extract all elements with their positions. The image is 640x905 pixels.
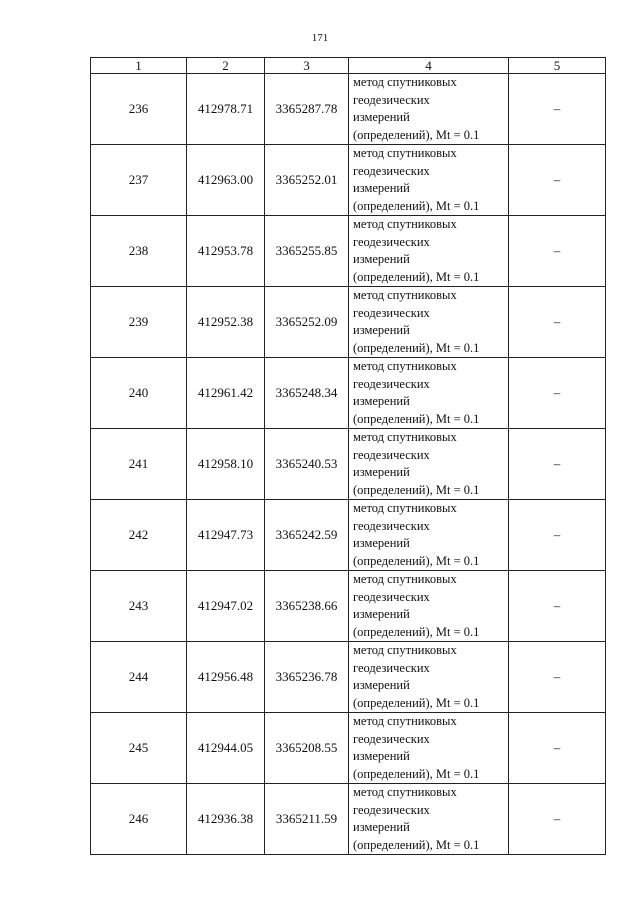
method-line: геодезических bbox=[353, 234, 430, 249]
method-line: (определений), Mt = 0.1 bbox=[353, 269, 480, 284]
method-cell bbox=[349, 784, 509, 855]
method-line: измерений bbox=[353, 181, 410, 195]
method-line: метод спутниковых bbox=[353, 288, 457, 302]
column-header-4: 4 bbox=[349, 58, 509, 74]
method-line: метод спутниковых bbox=[353, 217, 457, 231]
table-row bbox=[91, 642, 606, 713]
table-row bbox=[91, 500, 606, 571]
point-number-cell: 244 bbox=[91, 642, 187, 713]
method-line: (определений), Mt = 0.1 bbox=[353, 837, 480, 852]
table-row bbox=[91, 784, 606, 855]
x-coordinate-cell: 412944.05 bbox=[187, 713, 265, 784]
method-cell bbox=[349, 642, 509, 713]
x-coordinate-cell: 412956.48 bbox=[187, 642, 265, 713]
point-number-cell: 246 bbox=[91, 784, 187, 855]
x-coordinate-cell: 412961.42 bbox=[187, 358, 265, 429]
method-line: (определений), Mt = 0.1 bbox=[353, 198, 480, 213]
x-coordinate-cell: 412958.10 bbox=[187, 429, 265, 500]
column-header-5: 5 bbox=[509, 58, 606, 74]
col5-cell: – bbox=[509, 713, 606, 784]
coordinates-table bbox=[90, 57, 606, 855]
point-number-cell: 243 bbox=[91, 571, 187, 642]
method-cell bbox=[349, 571, 509, 642]
col5-cell: – bbox=[509, 287, 606, 358]
col5-cell: – bbox=[509, 74, 606, 145]
method-line: измерений bbox=[353, 678, 410, 692]
method-cell bbox=[349, 145, 509, 216]
col5-cell: – bbox=[509, 216, 606, 287]
method-line: измерений bbox=[353, 252, 410, 266]
method-line: измерений bbox=[353, 820, 410, 834]
point-number-cell: 242 bbox=[91, 500, 187, 571]
method-line: метод спутниковых bbox=[353, 430, 457, 444]
method-line: измерений bbox=[353, 607, 410, 621]
method-line: геодезических bbox=[353, 589, 430, 604]
method-line: измерений bbox=[353, 749, 410, 763]
method-line: измерений bbox=[353, 323, 410, 337]
method-cell bbox=[349, 429, 509, 500]
table-row bbox=[91, 429, 606, 500]
y-coordinate-cell: 3365240.53 bbox=[265, 429, 349, 500]
method-cell bbox=[349, 500, 509, 571]
method-line: метод спутниковых bbox=[353, 359, 457, 373]
col5-cell: – bbox=[509, 642, 606, 713]
method-line: геодезических bbox=[353, 731, 430, 746]
method-line: геодезических bbox=[353, 92, 430, 107]
table-row bbox=[91, 145, 606, 216]
method-line: геодезических bbox=[353, 376, 430, 391]
method-line: (определений), Mt = 0.1 bbox=[353, 127, 480, 142]
method-cell bbox=[349, 74, 509, 145]
table-row bbox=[91, 571, 606, 642]
col5-cell: – bbox=[509, 784, 606, 855]
y-coordinate-cell: 3365255.85 bbox=[265, 216, 349, 287]
table-body bbox=[91, 74, 606, 855]
x-coordinate-cell: 412936.38 bbox=[187, 784, 265, 855]
method-line: геодезических bbox=[353, 802, 430, 817]
y-coordinate-cell: 3365248.34 bbox=[265, 358, 349, 429]
point-number-cell: 236 bbox=[91, 74, 187, 145]
method-line: метод спутниковых bbox=[353, 643, 457, 657]
method-line: метод спутниковых bbox=[353, 785, 457, 799]
x-coordinate-cell: 412947.73 bbox=[187, 500, 265, 571]
method-line: метод спутниковых bbox=[353, 75, 457, 89]
table-row bbox=[91, 74, 606, 145]
method-line: измерений bbox=[353, 465, 410, 479]
y-coordinate-cell: 3365242.59 bbox=[265, 500, 349, 571]
y-coordinate-cell: 3365287.78 bbox=[265, 74, 349, 145]
method-cell bbox=[349, 216, 509, 287]
method-line: геодезических bbox=[353, 518, 430, 533]
method-line: геодезических bbox=[353, 305, 430, 320]
method-line: (определений), Mt = 0.1 bbox=[353, 482, 480, 497]
method-line: (определений), Mt = 0.1 bbox=[353, 553, 480, 568]
x-coordinate-cell: 412963.00 bbox=[187, 145, 265, 216]
y-coordinate-cell: 3365211.59 bbox=[265, 784, 349, 855]
table-row bbox=[91, 358, 606, 429]
point-number-cell: 245 bbox=[91, 713, 187, 784]
column-header-2: 2 bbox=[187, 58, 265, 74]
method-cell bbox=[349, 358, 509, 429]
method-line: метод спутниковых bbox=[353, 146, 457, 160]
x-coordinate-cell: 412947.02 bbox=[187, 571, 265, 642]
col5-cell: – bbox=[509, 358, 606, 429]
point-number-cell: 239 bbox=[91, 287, 187, 358]
col5-cell: – bbox=[509, 571, 606, 642]
y-coordinate-cell: 3365236.78 bbox=[265, 642, 349, 713]
table-row bbox=[91, 713, 606, 784]
column-header-1: 1 bbox=[91, 58, 187, 74]
column-header-3: 3 bbox=[265, 58, 349, 74]
method-line: метод спутниковых bbox=[353, 501, 457, 515]
method-line: (определений), Mt = 0.1 bbox=[353, 695, 480, 710]
col5-cell: – bbox=[509, 429, 606, 500]
x-coordinate-cell: 412978.71 bbox=[187, 74, 265, 145]
method-line: измерений bbox=[353, 394, 410, 408]
point-number-cell: 237 bbox=[91, 145, 187, 216]
method-line: измерений bbox=[353, 110, 410, 124]
y-coordinate-cell: 3365238.66 bbox=[265, 571, 349, 642]
table-row bbox=[91, 287, 606, 358]
method-line: геодезических bbox=[353, 660, 430, 675]
x-coordinate-cell: 412953.78 bbox=[187, 216, 265, 287]
point-number-cell: 241 bbox=[91, 429, 187, 500]
method-line: метод спутниковых bbox=[353, 714, 457, 728]
method-line: (определений), Mt = 0.1 bbox=[353, 766, 480, 781]
point-number-cell: 238 bbox=[91, 216, 187, 287]
method-cell bbox=[349, 287, 509, 358]
method-line: геодезических bbox=[353, 163, 430, 178]
x-coordinate-cell: 412952.38 bbox=[187, 287, 265, 358]
y-coordinate-cell: 3365208.55 bbox=[265, 713, 349, 784]
point-number-cell: 240 bbox=[91, 358, 187, 429]
method-line: измерений bbox=[353, 536, 410, 550]
table-row bbox=[91, 216, 606, 287]
method-line: геодезических bbox=[353, 447, 430, 462]
col5-cell: – bbox=[509, 500, 606, 571]
y-coordinate-cell: 3365252.09 bbox=[265, 287, 349, 358]
method-line: метод спутниковых bbox=[353, 572, 457, 586]
method-line: (определений), Mt = 0.1 bbox=[353, 411, 480, 426]
col5-cell: – bbox=[509, 145, 606, 216]
page-number: 171 bbox=[311, 32, 329, 44]
method-line: (определений), Mt = 0.1 bbox=[353, 624, 480, 639]
y-coordinate-cell: 3365252.01 bbox=[265, 145, 349, 216]
table-header-row bbox=[91, 58, 606, 74]
method-line: (определений), Mt = 0.1 bbox=[353, 340, 480, 355]
method-cell bbox=[349, 713, 509, 784]
